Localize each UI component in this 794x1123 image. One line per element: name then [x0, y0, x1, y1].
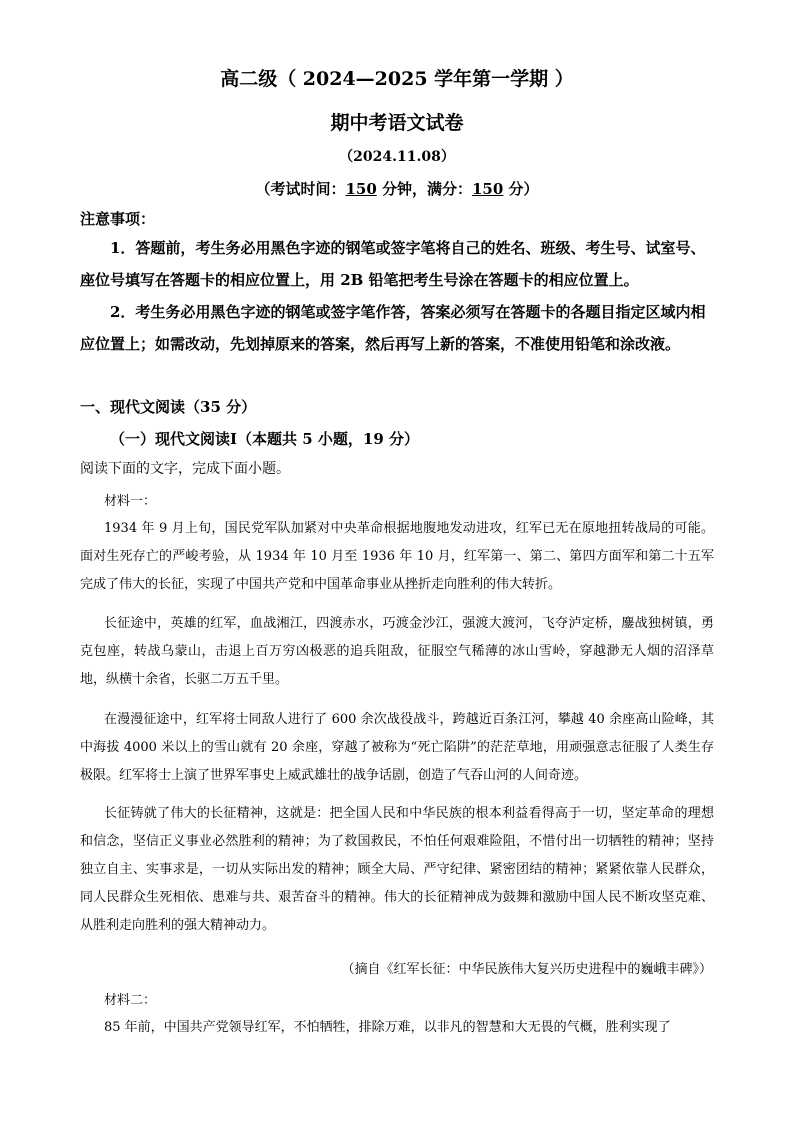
- material-1-label: 材料一：: [104, 494, 157, 509]
- exam-timing: [0, 178, 794, 199]
- material-1-paragraph: 在漫漫征途中，红军将士同敌人进行了 600 余次战役战斗，跨越近百条江河，攀越 40 余座高山险峰，其中海拔 4000 米以上的雪山就有 20 余座，穿越了被称为“死亡陷阱”的茫茫草地，用顽强意志征服了人类生存极限。红军将士上演了世界军事史上威武雄壮的战争话剧，创造了气吞山河的人间奇迹。: [80, 712, 714, 783]
- timing-mid: 分钟，满分：: [376, 180, 472, 198]
- timing-prefix: （考试时间：: [255, 180, 346, 198]
- timing-suffix: 分）: [503, 180, 539, 198]
- material-2-label: 材料二：: [104, 993, 157, 1008]
- material-1-paragraph: 1934 年 9 月上旬，国民党军队加紧对中央革命根据地腹地发动进攻，红军已无在原地扭转战局的可能。面对生死存亡的严峻考验，从 1934 年 10 月至 1936 年 10 月，红军第一、第二、第四方面军和第二十五军完成了伟大的长征，实现了中国共产党和中国革命事业从挫折走向胜利的伟大转折。: [80, 521, 714, 592]
- score-value: 150: [472, 180, 504, 198]
- section-instruction: 阅读下面的文字，完成下面小题。: [80, 461, 290, 477]
- material-2-paragraph: 85 年前，中国共产党领导红军，不怕牺牲，排除万难，以非凡的智慧和大无畏的气概，胜利实现了: [104, 1020, 671, 1035]
- time-value: 150: [345, 180, 377, 198]
- section-heading: 一、现代文阅读（35 分）: [80, 398, 257, 416]
- section-subheading: （一）现代文阅读Ⅰ（本题共 5 小题，19 分）: [110, 430, 419, 448]
- exam-subtitle: 期中考语文试卷: [330, 112, 464, 134]
- notice-item-1: 1．答题前，考生务必用黑色字迹的钢笔或签字笔将自己的姓名、班级、考生号、试室号、座位号填写在答题卡的相应位置上，用 2B 铅笔把考生号涂在答题卡的相应位置上。: [80, 239, 706, 289]
- exam-title: 高二级（ 2024—2025 学年第一学期 ）: [220, 68, 574, 90]
- material-1-source: （摘自《红军长征：中华民族伟大复兴历史进程中的巍峨丰碑》）: [341, 962, 712, 977]
- material-1-paragraph: 长征途中，英雄的红军，血战湘江，四渡赤水，巧渡金沙江，强渡大渡河，飞夺泸定桥，鏖战独树镇，勇克包座，转战乌蒙山，击退上百万穷凶极恶的追兵阻敌，征服空气稀薄的冰山雪岭，穿越渺无人烟的沼泽草地，纵横十余省，长驱二万五千里。: [80, 616, 714, 687]
- notice-item-2: 2．考生务必用黑色字迹的钢笔或签字笔作答，答案必须写在答题卡的各题目指定区域内相应位置上；如需改动，先划掉原来的答案，然后再写上新的答案，不准使用铅笔和涂改液。: [80, 303, 706, 353]
- material-1-paragraph: 长征铸就了伟大的长征精神，这就是：把全国人民和中华民族的根本利益看得高于一切，坚定革命的理想和信念，坚信正义事业必然胜利的精神；为了救国救民，不怕任何艰难险阻，不惜付出一切牺牲的精神；坚持独立自主、实事求是，一切从实际出发的精神；顾全大局、严守纪律、紧密团结的精神；紧紧依靠人民群众，同人民群众生死相依、患难与共、艰苦奋斗的精神。伟大的长征精神成为鼓舞和激励中国人民不断攻坚克难、从胜利走向胜利的强大精神动力。: [80, 806, 714, 933]
- notice-heading: 注意事项：: [80, 210, 156, 228]
- exam-date: （2024.11.08）: [339, 149, 455, 165]
